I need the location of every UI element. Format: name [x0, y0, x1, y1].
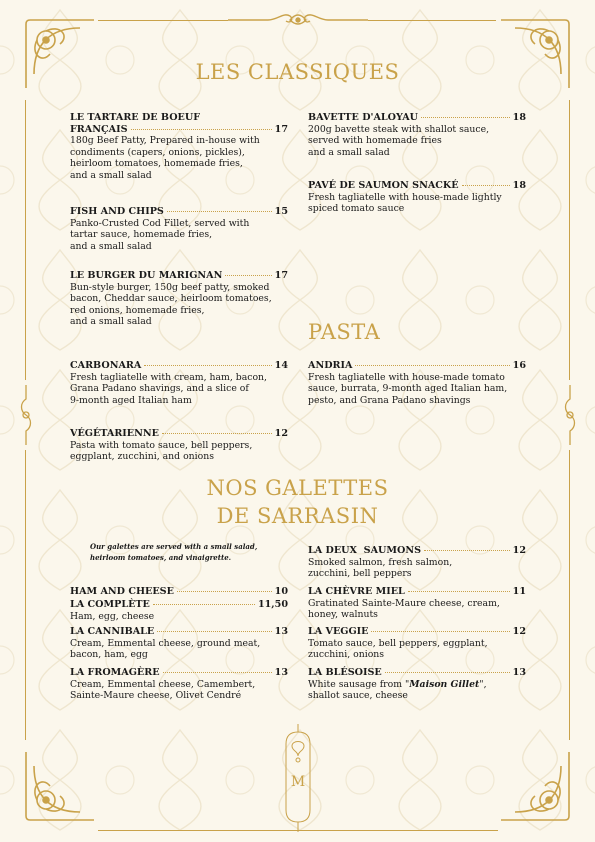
desc-line: pesto, and Grana Padano shavings [308, 394, 471, 406]
menu-item-deux-saumons [308, 545, 526, 580]
desc-line: 180g Beef Patty, Prepared in-house with [70, 135, 260, 147]
menu-item-la-fromagere [70, 667, 288, 702]
item-desc [70, 440, 288, 463]
menu-item-tartare [70, 112, 288, 182]
menu-item-vegetarienne [70, 428, 288, 463]
note-line: heirloom tomatoes, and vinaigrette. [90, 553, 232, 562]
desc-line: heirloom tomatoes, homemade fries, [70, 158, 243, 170]
menu-item-chevre-miel [308, 586, 526, 621]
desc-line: Tomato sauce, bell peppers, eggplant, [308, 637, 488, 649]
top-flourish-ornament [228, 10, 368, 28]
item-desc [70, 218, 288, 253]
item-header [70, 626, 288, 638]
desc-line: zucchini, onions [308, 649, 385, 661]
menu-item-fish-and-chips [70, 206, 288, 252]
desc-line: eggplant, zucchini, and onions [70, 451, 214, 463]
item-price: 11 [512, 586, 526, 597]
item-header [308, 360, 526, 372]
item-price: 14 [274, 360, 288, 371]
item-header [308, 667, 526, 679]
desc-line: served with homemade fries [308, 135, 442, 147]
desc-line: and a small salad [70, 316, 152, 328]
desc-line: shallot sauce, cheese [308, 690, 408, 702]
menu-item-saumon-snacke [308, 180, 526, 215]
item-name: FRANÇAIS [70, 123, 128, 135]
section-title-galettes-2: DE SARRASIN [216, 504, 379, 528]
item-name-line1 [70, 112, 288, 124]
item-name: LA CHÈVRE MIEL [308, 586, 405, 597]
menu-item-ham-and-cheese [70, 586, 288, 598]
menu-item-la-veggie [308, 626, 526, 661]
menu-item-la-cannibale [70, 626, 288, 661]
item-price: 13 [274, 626, 288, 637]
desc-line: 9-month aged Italian ham [70, 394, 192, 406]
item-header [70, 206, 288, 218]
item-header [70, 586, 288, 598]
desc-text: ", [479, 678, 487, 690]
item-desc [70, 282, 288, 328]
menu-item-la-complete [70, 599, 288, 622]
leader-dots [462, 185, 510, 186]
item-price: 18 [512, 112, 526, 123]
item-header [70, 270, 288, 282]
section-title-galettes-1: NOS GALETTES [206, 476, 389, 500]
leader-dots [385, 672, 510, 673]
item-price: 17 [274, 123, 288, 135]
desc-line: and a small salad [308, 146, 390, 158]
item-desc [308, 638, 526, 661]
menu-item-carbonara [70, 360, 288, 406]
item-price: 12 [512, 545, 526, 556]
item-price: 18 [512, 180, 526, 191]
item-header [70, 360, 288, 372]
leader-dots [355, 365, 509, 366]
logo-letter: M [290, 774, 306, 790]
item-price: 13 [512, 667, 526, 678]
item-desc [70, 679, 288, 702]
desc-line: Gratinated Sainte-Maure cheese, cream, [308, 597, 500, 609]
leader-dots [371, 631, 509, 632]
item-price: 16 [512, 360, 526, 371]
item-price: 12 [512, 626, 526, 637]
item-price: 11,50 [257, 599, 288, 610]
corner-ornament-bottom-right [495, 746, 575, 826]
item-header [70, 667, 288, 679]
item-header [308, 112, 526, 124]
desc-line: condiments (capers, onions, pickles), [70, 146, 245, 158]
item-price: 12 [274, 428, 288, 439]
item-name: LA DEUX SAUMONS [308, 545, 422, 556]
item-desc [70, 611, 288, 623]
desc-line: Fresh tagliatelle with cream, ham, bacon, [70, 371, 268, 383]
border-right [569, 100, 570, 380]
item-name: LA CANNIBALE [70, 626, 155, 637]
desc-line: Cream, Emmental cheese, ground meat, [70, 637, 261, 649]
desc-line: spiced tomato sauce [308, 203, 405, 215]
leader-dots [144, 365, 271, 366]
item-price: 10 [274, 586, 288, 597]
item-header [308, 586, 526, 598]
desc-line: 200g bavette steak with shallot sauce, [308, 123, 490, 135]
desc-line: sauce, burrata, 9-month aged Italian ham, [308, 383, 508, 395]
item-price: 15 [274, 206, 288, 217]
right-side-flourish [562, 385, 578, 445]
desc-line: Fresh tagliatelle with house-made lightly [308, 191, 502, 203]
desc-line: and a small salad [70, 169, 152, 181]
item-desc [308, 598, 526, 621]
desc-line: Smoked salmon, fresh salmon, [308, 556, 453, 568]
item-desc [70, 372, 288, 407]
item-header [70, 599, 288, 611]
item-desc [70, 638, 288, 661]
item-name: VÉGÉTARIENNE [70, 428, 159, 439]
item-desc [308, 372, 526, 407]
item-header [308, 180, 526, 192]
desc-line: Bun-style burger, 150g beef patty, smoked [70, 281, 270, 293]
item-name: LE TARTARE DE BOEUF [70, 112, 201, 123]
section-title-classiques: LES CLASSIQUES [195, 60, 400, 84]
leader-dots [131, 129, 272, 130]
section-title-pasta: PASTA [308, 320, 381, 344]
desc-line: Pasta with tomato sauce, bell peppers, [70, 439, 253, 451]
border-top-right [368, 20, 496, 21]
leader-dots [177, 591, 272, 592]
desc-line: bacon, ham, egg [70, 649, 148, 661]
item-desc [308, 192, 526, 215]
item-name: LA BLÉSOISE [308, 667, 382, 678]
desc-line: Grana Padano shavings, and a slice of [70, 383, 249, 395]
desc-line: bacon, Cheddar sauce, heirloom tomatoes, [70, 293, 272, 305]
leader-dots [167, 211, 272, 212]
desc-line: red onions, homemade fries, [70, 304, 205, 316]
item-name: LA FROMAGÈRE [70, 667, 160, 678]
leader-dots [408, 591, 510, 592]
desc-line: and a small salad [70, 240, 152, 252]
leader-dots [163, 672, 272, 673]
leader-dots [225, 275, 271, 276]
menu-item-bavette [308, 112, 526, 158]
desc-line: Fresh tagliatelle with house-made tomato [308, 371, 505, 383]
leader-dots [153, 604, 255, 605]
item-name: FISH AND CHIPS [70, 206, 164, 217]
border-top [98, 20, 228, 21]
item-name: PAVÉ DE SAUMON SNACKÉ [308, 180, 459, 191]
item-price: 17 [274, 270, 288, 281]
item-desc [70, 135, 288, 181]
item-desc [308, 557, 526, 580]
desc-line: zucchini, bell peppers [308, 568, 412, 580]
leader-dots [162, 433, 272, 434]
desc-text: White sausage from " [308, 678, 410, 690]
leader-dots [421, 117, 510, 118]
menu-item-la-blesoise [308, 667, 526, 702]
item-name: LE BURGER DU MARIGNAN [70, 270, 223, 281]
border-left [25, 100, 26, 380]
menu-item-burger [70, 270, 288, 328]
item-header [70, 428, 288, 440]
brand-name: Maison Gillet [409, 678, 480, 690]
item-name: LA VEGGIE [308, 626, 369, 637]
galettes-note [90, 541, 290, 563]
item-name: LA COMPLÈTE [70, 599, 150, 610]
desc-line: tartar sauce, homemade fries, [70, 229, 213, 241]
desc-line: honey, walnuts [308, 609, 378, 621]
note-line: Our galettes are served with a small salad, [90, 542, 258, 551]
item-desc [308, 679, 526, 702]
desc-line: Cream, Emmental cheese, Camembert, [70, 678, 256, 690]
item-price: 13 [274, 667, 288, 678]
item-name: BAVETTE D'ALOYAU [308, 112, 419, 123]
corner-ornament-bottom-left [20, 746, 100, 826]
desc-line: Ham, egg, cheese [70, 610, 155, 622]
item-name: HAM AND CHEESE [70, 586, 174, 597]
leader-dots [424, 550, 510, 551]
left-side-flourish [18, 385, 34, 445]
item-desc [308, 124, 526, 159]
item-header [308, 626, 526, 638]
item-name: CARBONARA [70, 360, 142, 371]
desc-line [308, 679, 526, 691]
desc-line: Panko-Crusted Cod Fillet, served with [70, 217, 250, 229]
item-header [70, 124, 288, 136]
desc-line: Sainte-Maure cheese, Olivet Cendré [70, 690, 242, 702]
item-header [308, 545, 526, 557]
item-name: ANDRIA [308, 360, 353, 371]
restaurant-logo [282, 724, 314, 832]
menu-item-andria [308, 360, 526, 406]
leader-dots [157, 631, 271, 632]
